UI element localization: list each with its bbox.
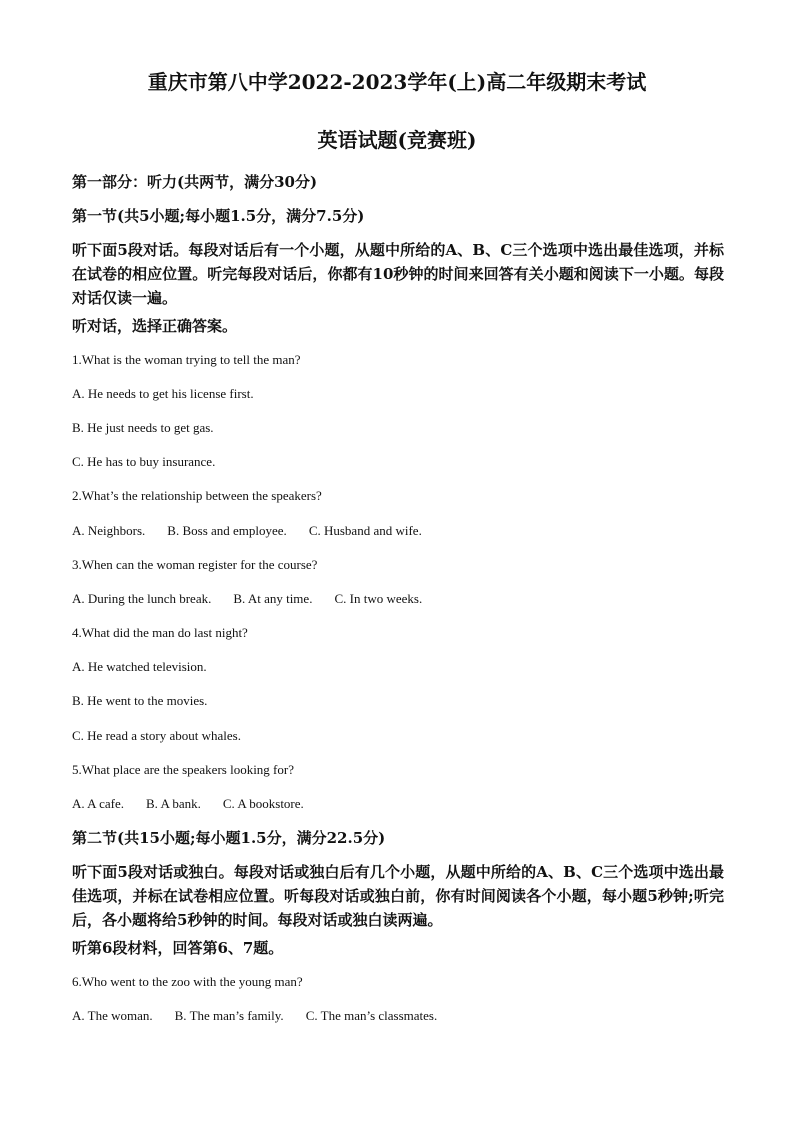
question-5: 5.What place are the speakers looking for? bbox=[72, 762, 294, 777]
q3-option-a: A. During the lunch break. bbox=[72, 591, 212, 606]
q1-option-b: B. He just needs to get gas. bbox=[72, 420, 214, 435]
material-6-heading: 听第6段材料，回答第6、7题。 bbox=[72, 939, 284, 957]
section1-instructions: 听下面5段对话。每段对话后有一个小题，从题中所给的A、B、C三个选项中选出最佳选项，并标在试卷的相应位置。听完每段对话后，你都有10秒钟的时间来回答有关小题和阅读下一小题。每段对话仅读一遍。 bbox=[72, 241, 724, 307]
q4-option-a: A. He watched television. bbox=[72, 659, 207, 674]
q6-options bbox=[72, 1007, 437, 1025]
question-1: 1.What is the woman trying to tell the man? bbox=[72, 352, 301, 367]
q2-option-c: C. Husband and wife. bbox=[308, 523, 422, 538]
q2-options bbox=[72, 522, 422, 540]
q1-option-c: C. He has to buy insurance. bbox=[72, 454, 216, 469]
q4-option-b: B. He went to the movies. bbox=[72, 693, 208, 708]
section2-heading: 第二节(共15小题;每小题1.5分，满分22.5分) bbox=[72, 829, 386, 847]
q4-option-c: C. He read a story about whales. bbox=[72, 728, 241, 743]
q2-option-a: A. Neighbors. bbox=[72, 523, 146, 538]
part1-heading: 第一部分：听力(共两节，满分30分) bbox=[72, 173, 318, 191]
exam-subtitle: 英语试题(竞赛班) bbox=[317, 128, 477, 152]
q2-option-b: B. Boss and employee. bbox=[167, 523, 287, 538]
section1-prompt: 听对话，选择正确答案。 bbox=[72, 317, 238, 335]
q5-option-a: A. A cafe. bbox=[72, 796, 124, 811]
section1-heading: 第一节(共5小题;每小题1.5分，满分7.5分) bbox=[72, 207, 365, 225]
question-3: 3.When can the woman register for the course? bbox=[72, 557, 318, 572]
section2-instructions: 听下面5段对话或独白。每段对话或独白后有几个小题，从题中所给的A、B、C三个选项中选出最佳选项，并标在试卷相应位置。听每段对话或独白前，你有时间阅读各个小题，每小题5秒钟;听完后，各小题将给5秒钟的时间。每段对话或独白读两遍。 bbox=[72, 863, 724, 929]
q5-option-b: B. A bank. bbox=[145, 796, 201, 811]
question-6: 6.Who went to the zoo with the young man? bbox=[72, 974, 303, 989]
q5-option-c: C. A bookstore. bbox=[222, 796, 304, 811]
q6-option-a: A. The woman. bbox=[72, 1008, 153, 1023]
q1-option-a: A. He needs to get his license first. bbox=[72, 386, 254, 401]
exam-title: 重庆市第八中学2022-2023学年(上)高二年级期末考试 bbox=[147, 70, 647, 94]
q5-options bbox=[72, 795, 304, 813]
q3-option-c: C. In two weeks. bbox=[334, 591, 423, 606]
q6-option-c: C. The man’s classmates. bbox=[305, 1008, 438, 1023]
q3-options bbox=[72, 590, 422, 608]
q6-option-b: B. The man’s family. bbox=[174, 1008, 284, 1023]
question-4: 4.What did the man do last night? bbox=[72, 625, 248, 640]
question-2: 2.What’s the relationship between the speakers? bbox=[72, 488, 322, 503]
q3-option-b: B. At any time. bbox=[233, 591, 313, 606]
